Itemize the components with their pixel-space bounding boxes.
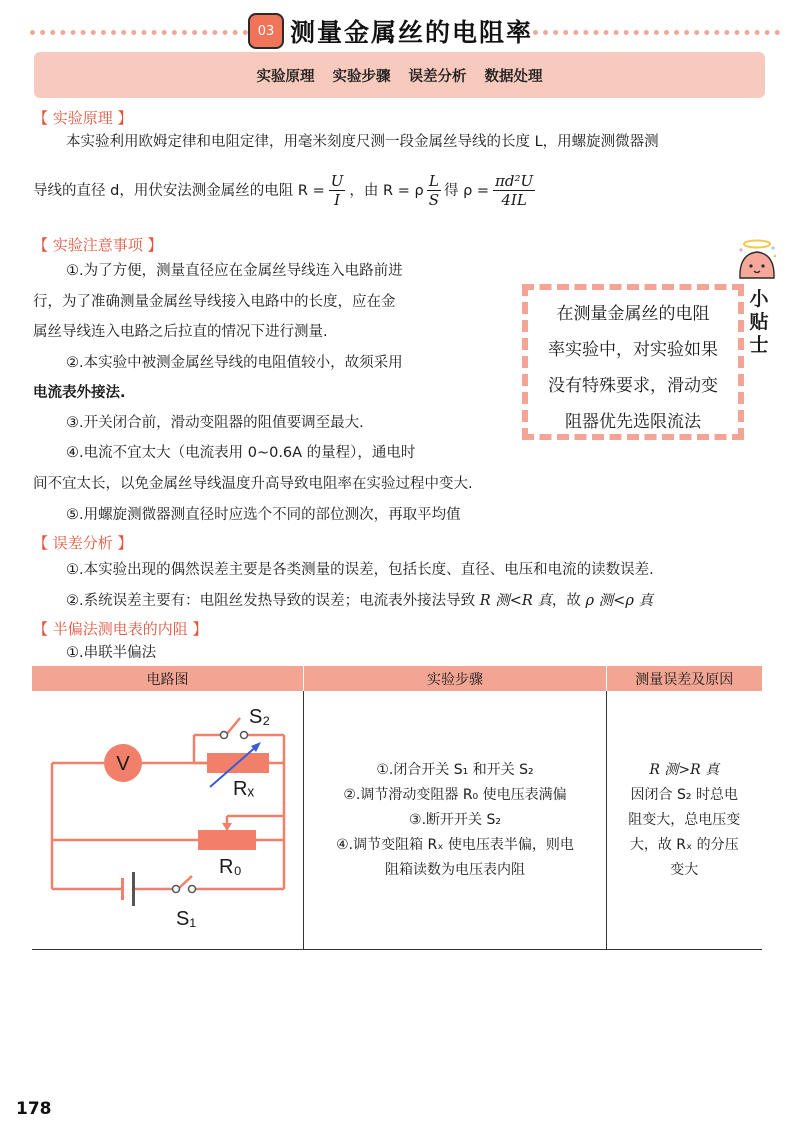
table-header-steps: 实验步骤 xyxy=(304,666,607,691)
table-row xyxy=(32,691,762,950)
error-r-inequality: R 测<R 真 xyxy=(479,593,552,609)
error-line-1: ①.本实验出现的偶然误差主要是各类测量的误差，包括长度、直径、电压和电流的读数误差. xyxy=(66,562,654,578)
tip-box xyxy=(522,284,744,440)
fraction-u-over-i xyxy=(329,172,346,209)
error-line: 因闭合 S₂ 时总电 xyxy=(630,786,738,803)
resistor-r0-label: R₀ xyxy=(218,856,242,878)
notes-line-6: ③.开关闭合前，滑动变阻器的阻值要调至最大. xyxy=(66,415,364,431)
section-heading-half-deflection: 【 半偏法测电表的内阻 】 xyxy=(33,620,208,638)
chapter-title: 测量金属丝的电阻率 xyxy=(290,18,534,47)
notes-line-8: 间不宜太长，以免金属丝导线温度升高导致电阻率在实验过程中变大. xyxy=(33,476,473,492)
section-heading-principle: 【 实验原理 】 xyxy=(33,109,133,127)
mascot-icon xyxy=(735,236,779,286)
notes-line-4: ②.本实验中被测金属丝导线的电阻值较小，故须采用 xyxy=(66,355,403,371)
table-header-circuit: 电路图 xyxy=(32,666,304,691)
error-line: 阻变大，总电压变 xyxy=(628,811,741,828)
notes-line-5: 电流表外接法. xyxy=(33,385,126,401)
principle-line-1: 本实验利用欧姆定律和电阻定律，用毫米刻度尺测一段金属丝导线的长度 L，用螺旋测微器测 xyxy=(66,134,659,150)
chapter-title-block xyxy=(248,12,533,50)
tab-principle[interactable]: 实验原理 xyxy=(256,68,315,85)
tip-line: 在测量金属丝的电阻 xyxy=(556,304,710,324)
resistor-r0 xyxy=(198,830,256,850)
notes-line-2: 行，为了准确测量金属丝导线接入电路中的长度，应在金 xyxy=(33,294,396,310)
error-line-2-prefix: ②.系统误差主要有：电阻丝发热导致的误差；电流表外接法导致 xyxy=(66,593,476,609)
tip-label: 小贴士 xyxy=(749,288,769,356)
fraction-l-over-s xyxy=(427,172,441,209)
switch-s1-label: S₁ xyxy=(175,908,196,930)
fraction-denominator: I xyxy=(334,191,341,209)
step-line: 阻箱读数为电压表内阻 xyxy=(385,861,525,878)
page-number: 178 xyxy=(16,1099,52,1119)
fraction-resistivity xyxy=(493,172,535,209)
notes-line-7: ④.电流不宜太大（电流表用 0~0.6A 的量程），通电时 xyxy=(66,445,416,461)
topic-tabs xyxy=(34,52,765,98)
tab-error-analysis[interactable]: 误差分析 xyxy=(408,68,467,85)
chapter-badge: 03 xyxy=(248,13,284,49)
table-header-error: 测量误差及原因 xyxy=(607,666,762,691)
method-table xyxy=(31,666,762,950)
error-line-2 xyxy=(66,591,653,611)
fraction-numerator: L xyxy=(427,172,441,191)
circuit-cell xyxy=(32,691,304,950)
tip-line: 率实验中，对实验如果 xyxy=(548,340,718,360)
fraction-denominator: 4IL xyxy=(501,191,527,209)
section-heading-notes: 【 实验注意事项 】 xyxy=(33,236,163,254)
circuit-diagram xyxy=(32,691,304,945)
notes-line-1: ①.为了方便，测量直径应在金属丝导线连入电路前进 xyxy=(66,263,403,279)
step-line: ①.闭合开关 S₁ 和开关 S₂ xyxy=(376,761,534,778)
tip-line: 阻器优先选限流法 xyxy=(565,412,701,432)
error-line-2-mid: ，故 xyxy=(551,593,581,609)
voltmeter-label: V xyxy=(115,753,130,775)
principle-line-2-prefix: 导线的直径 d，用伏安法测金属丝的电阻 R = xyxy=(33,182,325,199)
error-cell xyxy=(607,691,762,950)
error-line: R 测>R 真 xyxy=(649,761,720,778)
tab-data-processing[interactable]: 数据处理 xyxy=(484,68,543,85)
notes-line-9: ⑤.用螺旋测微器测直径时应选个不同的部位测次，再取平均值 xyxy=(66,507,461,523)
switch-s2-label: S₂ xyxy=(248,706,270,728)
step-line: ②.调节滑动变阻器 R₀ 使电压表满偏 xyxy=(343,786,567,803)
tip-line: 没有特殊要求，滑动变 xyxy=(548,376,718,396)
section-heading-error: 【 误差分析 】 xyxy=(33,534,133,552)
fraction-numerator: U xyxy=(330,172,344,190)
steps-cell xyxy=(304,691,607,950)
step-line: ④.调节变阻箱 Rₓ 使电压表半偏，则电 xyxy=(336,836,574,853)
notes-line-3: 属丝导线连入电路之后拉直的情况下进行测量. xyxy=(33,324,328,340)
title-dotted-line-right xyxy=(533,30,780,35)
principle-line-2-mid2: 得 ρ = xyxy=(443,182,490,199)
error-line: 大，故 Rₓ 的分压 xyxy=(629,836,739,853)
resistor-rx-label: Rₓ xyxy=(232,778,254,800)
step-line: ③.断开开关 S₂ xyxy=(409,811,501,828)
principle-line-2-mid: ，由 R = ρ xyxy=(349,182,424,199)
half-deflection-subheading: ①.串联半偏法 xyxy=(66,645,157,661)
fraction-numerator: πd²U xyxy=(495,172,534,190)
tab-steps[interactable]: 实验步骤 xyxy=(332,68,391,85)
fraction-denominator: S xyxy=(428,191,439,209)
error-line: 变大 xyxy=(670,861,699,878)
principle-line-2 xyxy=(33,172,539,209)
error-rho-inequality: ρ 测<ρ 真 xyxy=(585,593,653,609)
title-dotted-line-left xyxy=(30,30,248,35)
